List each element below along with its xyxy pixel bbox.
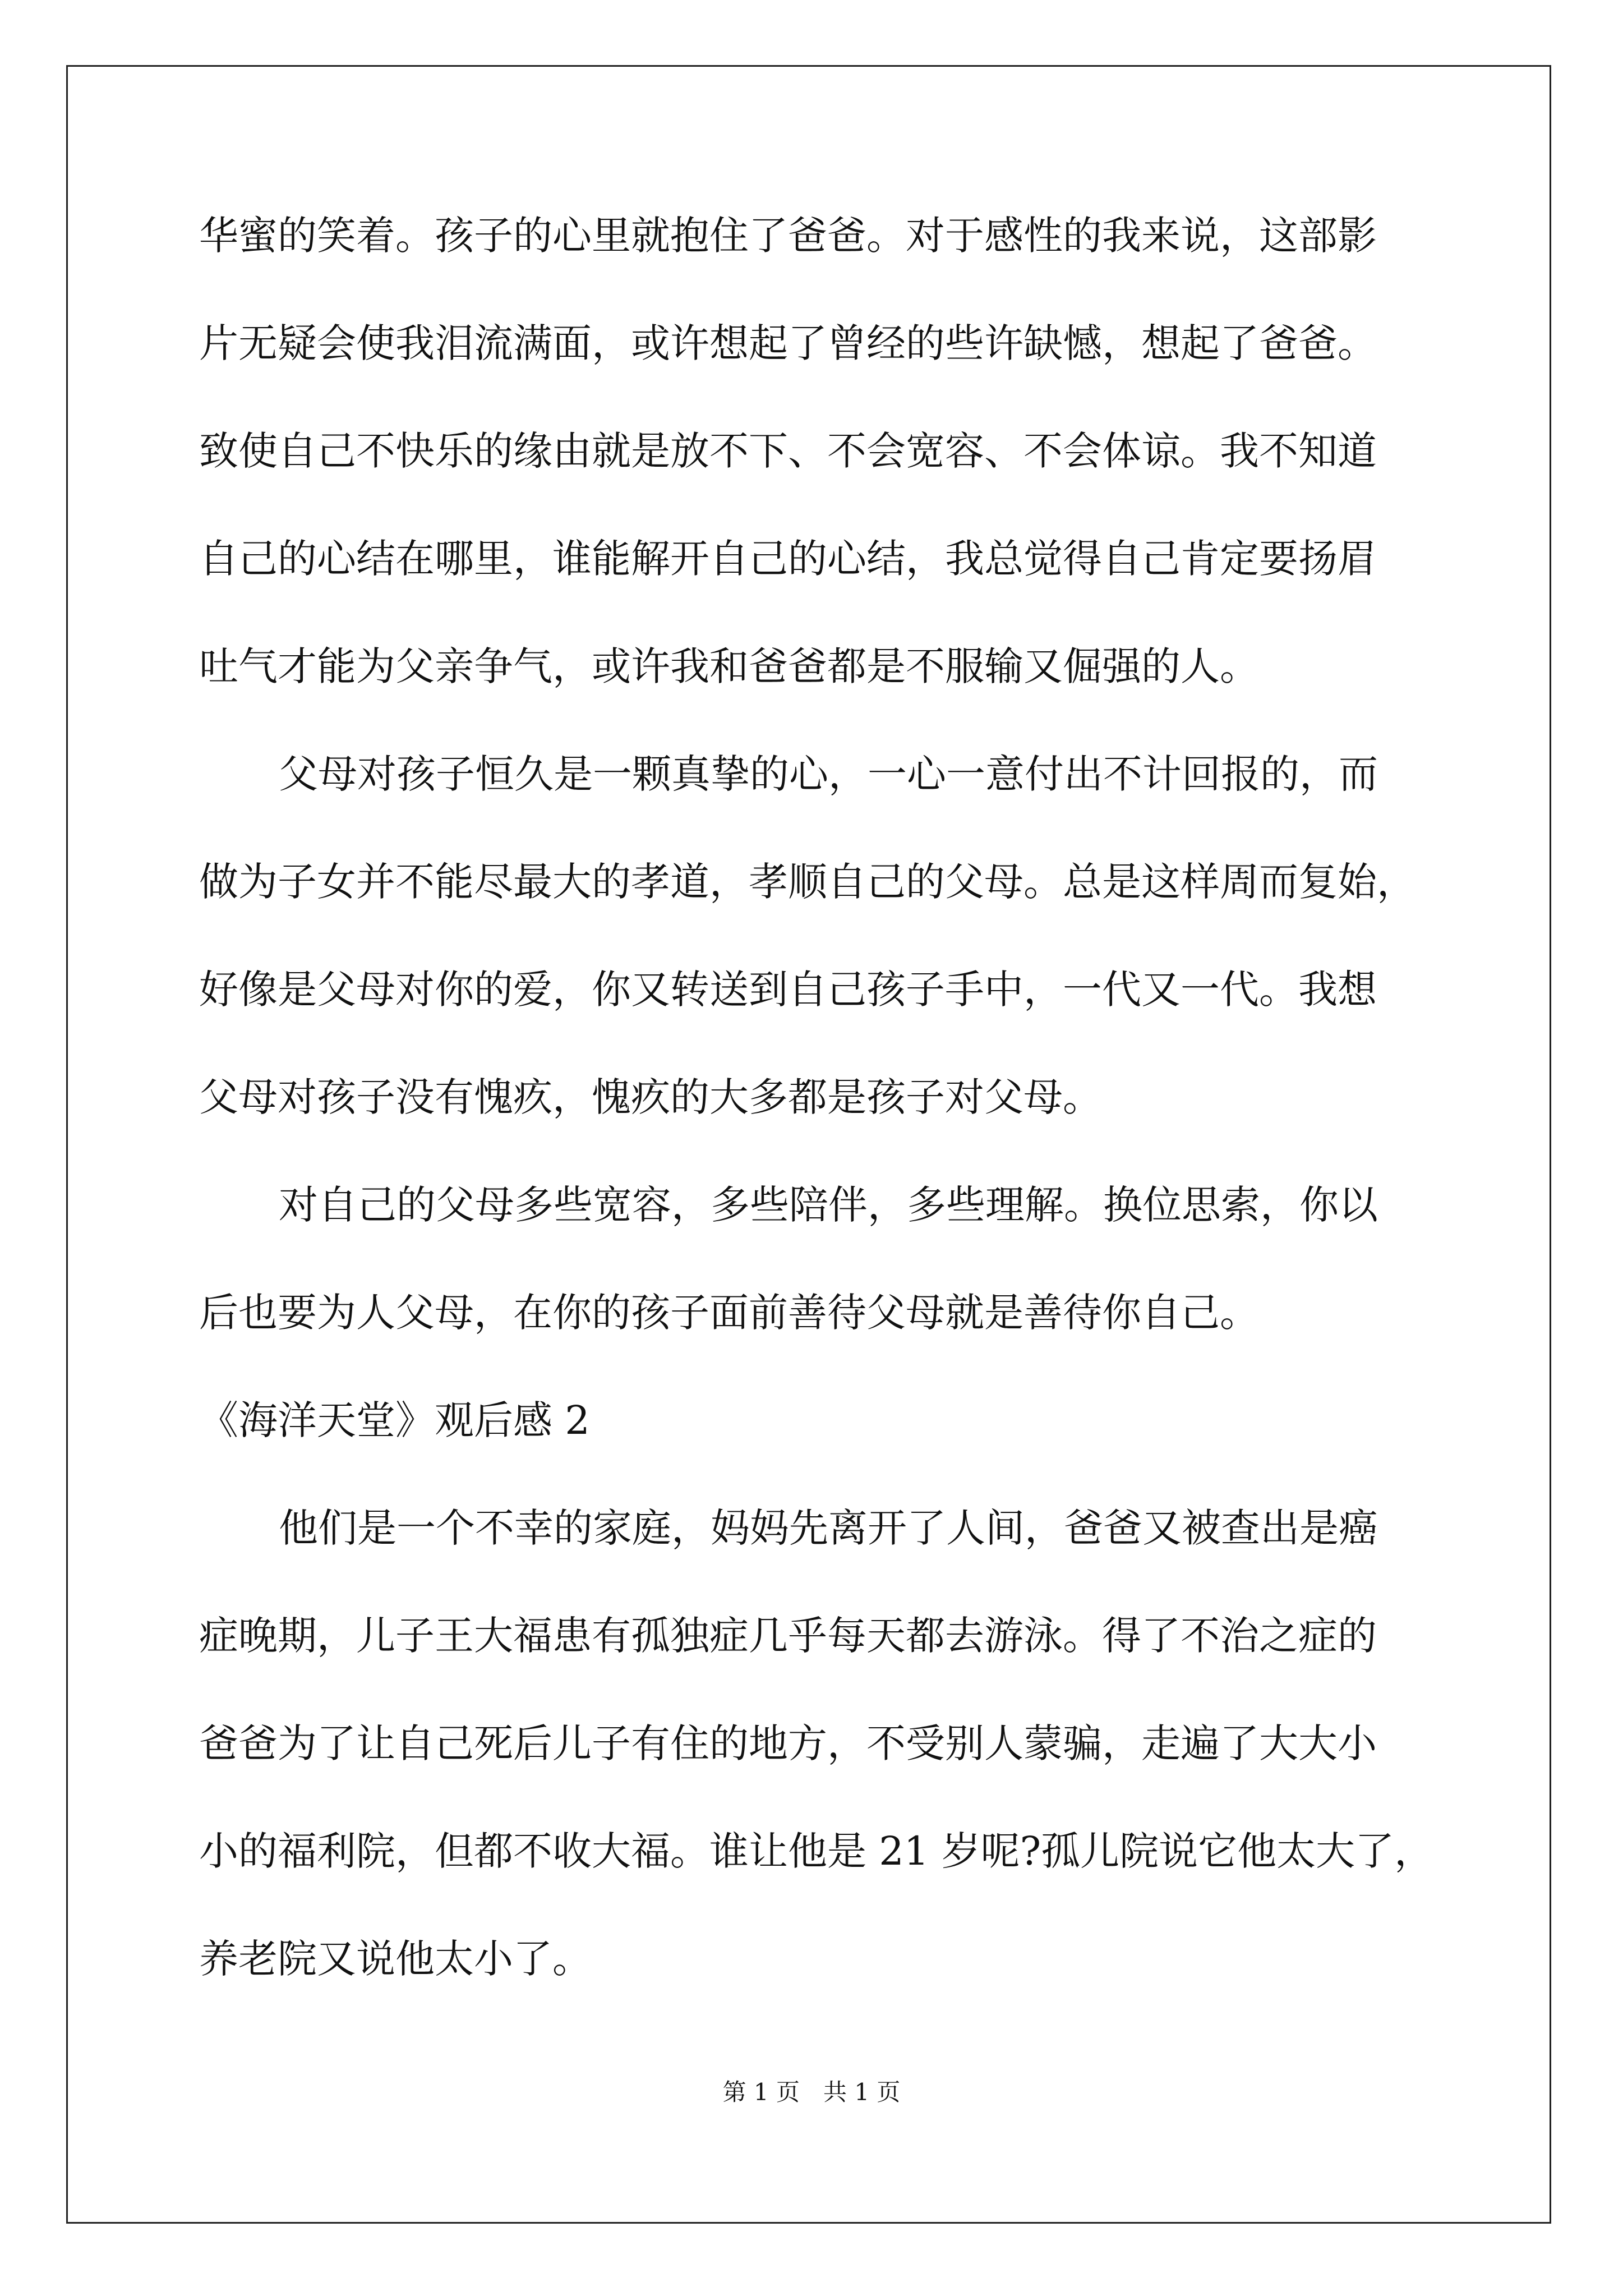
- paragraph-start-line: 对自己的父母多些宽容，多些陪伴，多些理解。换位思索，你以: [279, 1182, 1378, 1228]
- text-line: 小的福利院，但都不收大福。谁让他是 21 岁呢?孤儿院说它他太大了，: [199, 1828, 1434, 1874]
- text-line: 好像是父母对你的爱，你又转送到自己孩子手中，一代又一代。我想: [199, 967, 1377, 1013]
- text-line: 华蜜的笑着。孩子的心里就抱住了爸爸。对于感性的我来说，这部影: [199, 213, 1377, 259]
- text-line: 自己的心结在哪里，谁能解开自己的心结，我总觉得自己肯定要扬眉: [199, 536, 1377, 582]
- text-line: 做为子女并不能尽最大的孝道，孝顺自己的父母。总是这样周而复始，: [199, 859, 1416, 905]
- text-line: 致使自己不快乐的缘由就是放不下、不会宽容、不会体谅。我不知道: [199, 428, 1377, 474]
- paragraph-start-line: 他们是一个不幸的家庭，妈妈先离开了人间，爸爸又被查出是癌: [279, 1505, 1378, 1551]
- text-line: 后也要为人父母，在你的孩子面前善待父母就是善待你自己。: [199, 1290, 1259, 1336]
- page-border: [66, 65, 1551, 2224]
- text-line: 片无疑会使我泪流满面，或许想起了曾经的些许缺憾，想起了爸爸。: [199, 320, 1377, 366]
- text-line: 吐气才能为父亲争气，或许我和爸爸都是不服输又倔强的人。: [199, 643, 1259, 689]
- paragraph-start-line: 父母对孩子恒久是一颗真挚的心，一心一意付出不计回报的，而: [279, 751, 1378, 797]
- text-line: 养老院又说他太小了。: [199, 1936, 592, 1982]
- text-line: 爸爸为了让自己死后儿子有住的地方，不受别人蒙骗，走遍了大大小: [199, 1720, 1377, 1766]
- text-line: 父母对孩子没有愧疚，愧疚的大多都是孩子对父母。: [199, 1074, 1102, 1120]
- page-footer: 第 1 页 共 1 页: [722, 2078, 901, 2106]
- section-heading: 《海洋天堂》观后感 2: [199, 1397, 590, 1443]
- text-line: 症晚期，儿子王大福患有孤独症几乎每天都去游泳。得了不治之症的: [199, 1613, 1377, 1659]
